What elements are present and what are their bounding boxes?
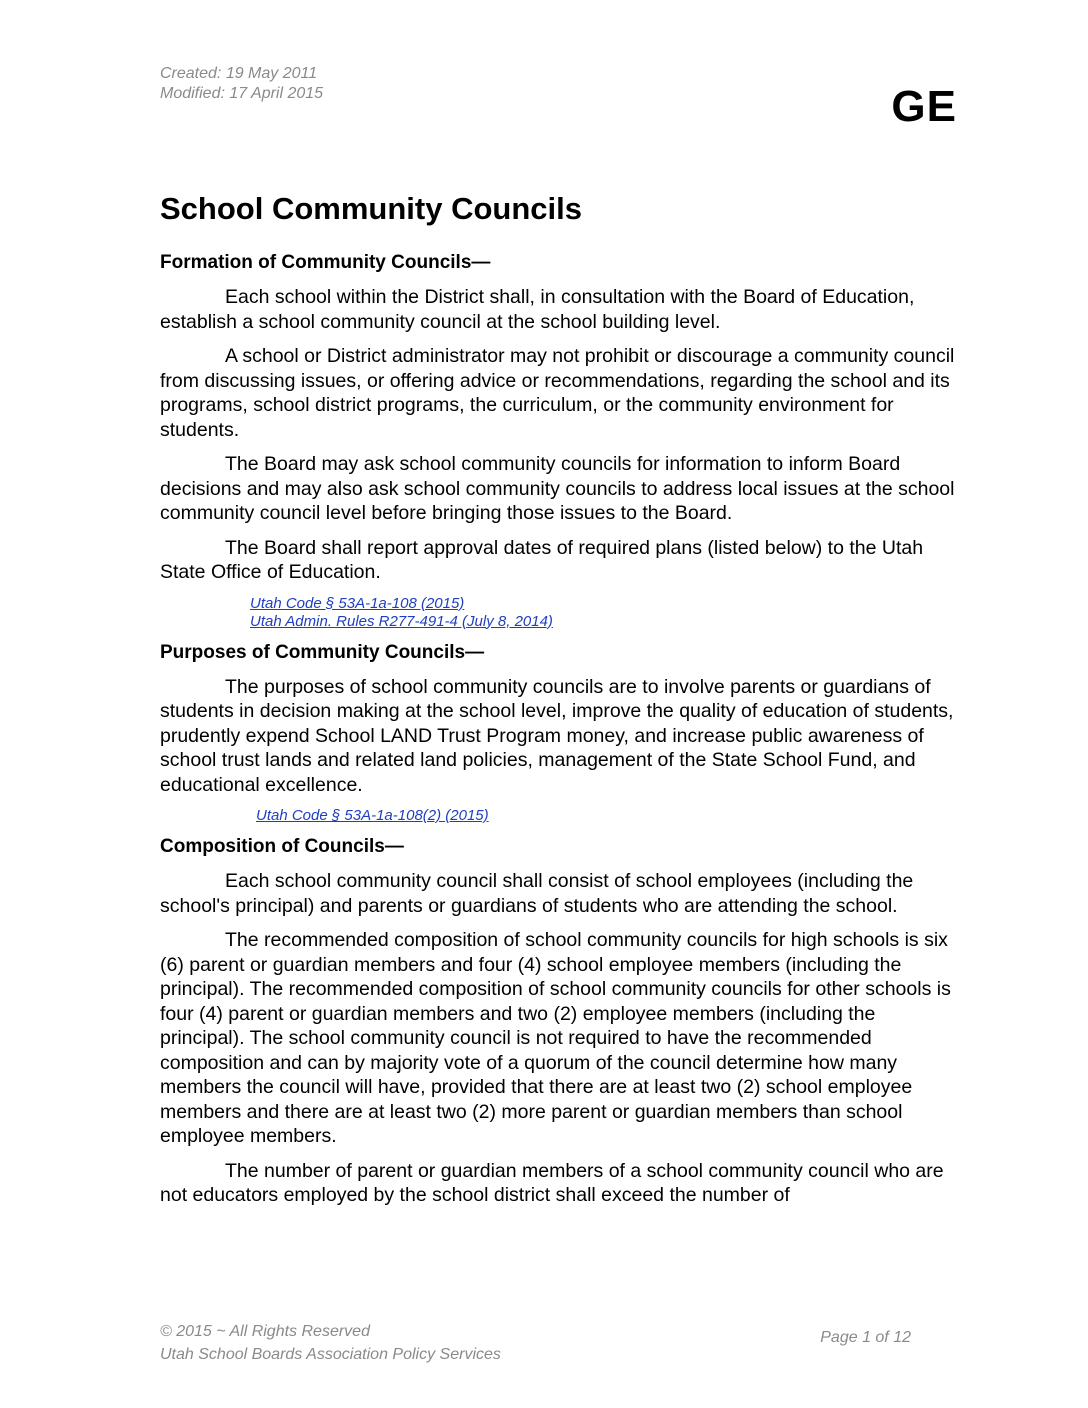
composition-section [160, 835, 960, 1208]
reference-link[interactable]: Utah Admin. Rules R277-491-4 (July 8, 2014) [250, 612, 553, 630]
section-heading: Composition of Councils— [160, 836, 404, 857]
reference-link[interactable]: Utah Code § 53A-1a-108(2) (2015) [256, 807, 489, 824]
publisher-name: Utah School Boards Association Policy Services [160, 1346, 501, 1363]
section-heading: Formation of Community Councils— [160, 252, 491, 273]
paragraph: The purposes of school community councils are to involve parents or guardians of students in decision making at the school level, improve the quality of education of students, prudently expend School LAND Trust Program money, and increase public awareness of school trust lands and related land policies, management of the State School Fund, and educational excellence. [160, 675, 954, 796]
paragraph: Each school community council shall consist of school employees (including the school's principal) and parents or guardians of students who are attending the school. [160, 870, 914, 917]
legal-references [256, 807, 960, 825]
created-date: Created: 19 May 2011 [160, 65, 318, 82]
policy-code: GE [891, 82, 957, 131]
paragraph: The number of parent or guardian members of a school community council who are not educators employed by the school district shall exceed the number of [160, 1159, 944, 1206]
copyright-notice: © 2015 ~ All Rights Reserved [160, 1323, 370, 1340]
paragraph: The Board may ask school community councils for information to inform Board decisions and may also ask school community councils to address local issues at the school community council level before bringing those issues to the Board. [160, 453, 955, 524]
paragraph: A school or District administrator may not prohibit or discourage a community council from discussing issues, or offering advice or recommendations, regarding the school and its programs, school district programs, the curriculum, or the community environment for students. [160, 345, 955, 441]
modified-date: Modified: 17 April 2015 [160, 85, 324, 102]
footer-left [160, 1320, 501, 1366]
paragraph: The Board shall report approval dates of required plans (listed below) to the Utah State Office of Education. [160, 536, 924, 583]
document-meta [160, 64, 323, 104]
legal-references [250, 595, 960, 631]
formation-section [160, 251, 960, 631]
policy-body [160, 251, 960, 1218]
purposes-section [160, 641, 960, 826]
paragraph: The recommended composition of school community councils for high schools is six (6) parent or guardian members and four (4) school employee members (including the principal). The recommended composition of school community councils for other schools is four (4) parent or guardian members and two (2) employee members (including the principal). The school community council is not required to have the recommended composition and can by majority vote of a quorum of the council determine how many members the council will have, provided that there are at least two (2) school employee members and there are at least two (2) more parent or guardian members than school employee members. [160, 929, 951, 1147]
page-number: Page 1 of 12 [820, 1329, 911, 1346]
reference-link[interactable]: Utah Code § 53A-1a-108 (2015) [250, 594, 465, 612]
page-title: School Community Councils [160, 191, 582, 226]
paragraph: Each school within the District shall, in consultation with the Board of Education, establish a school community council at the school building level. [160, 286, 915, 333]
section-heading: Purposes of Community Councils— [160, 641, 485, 663]
